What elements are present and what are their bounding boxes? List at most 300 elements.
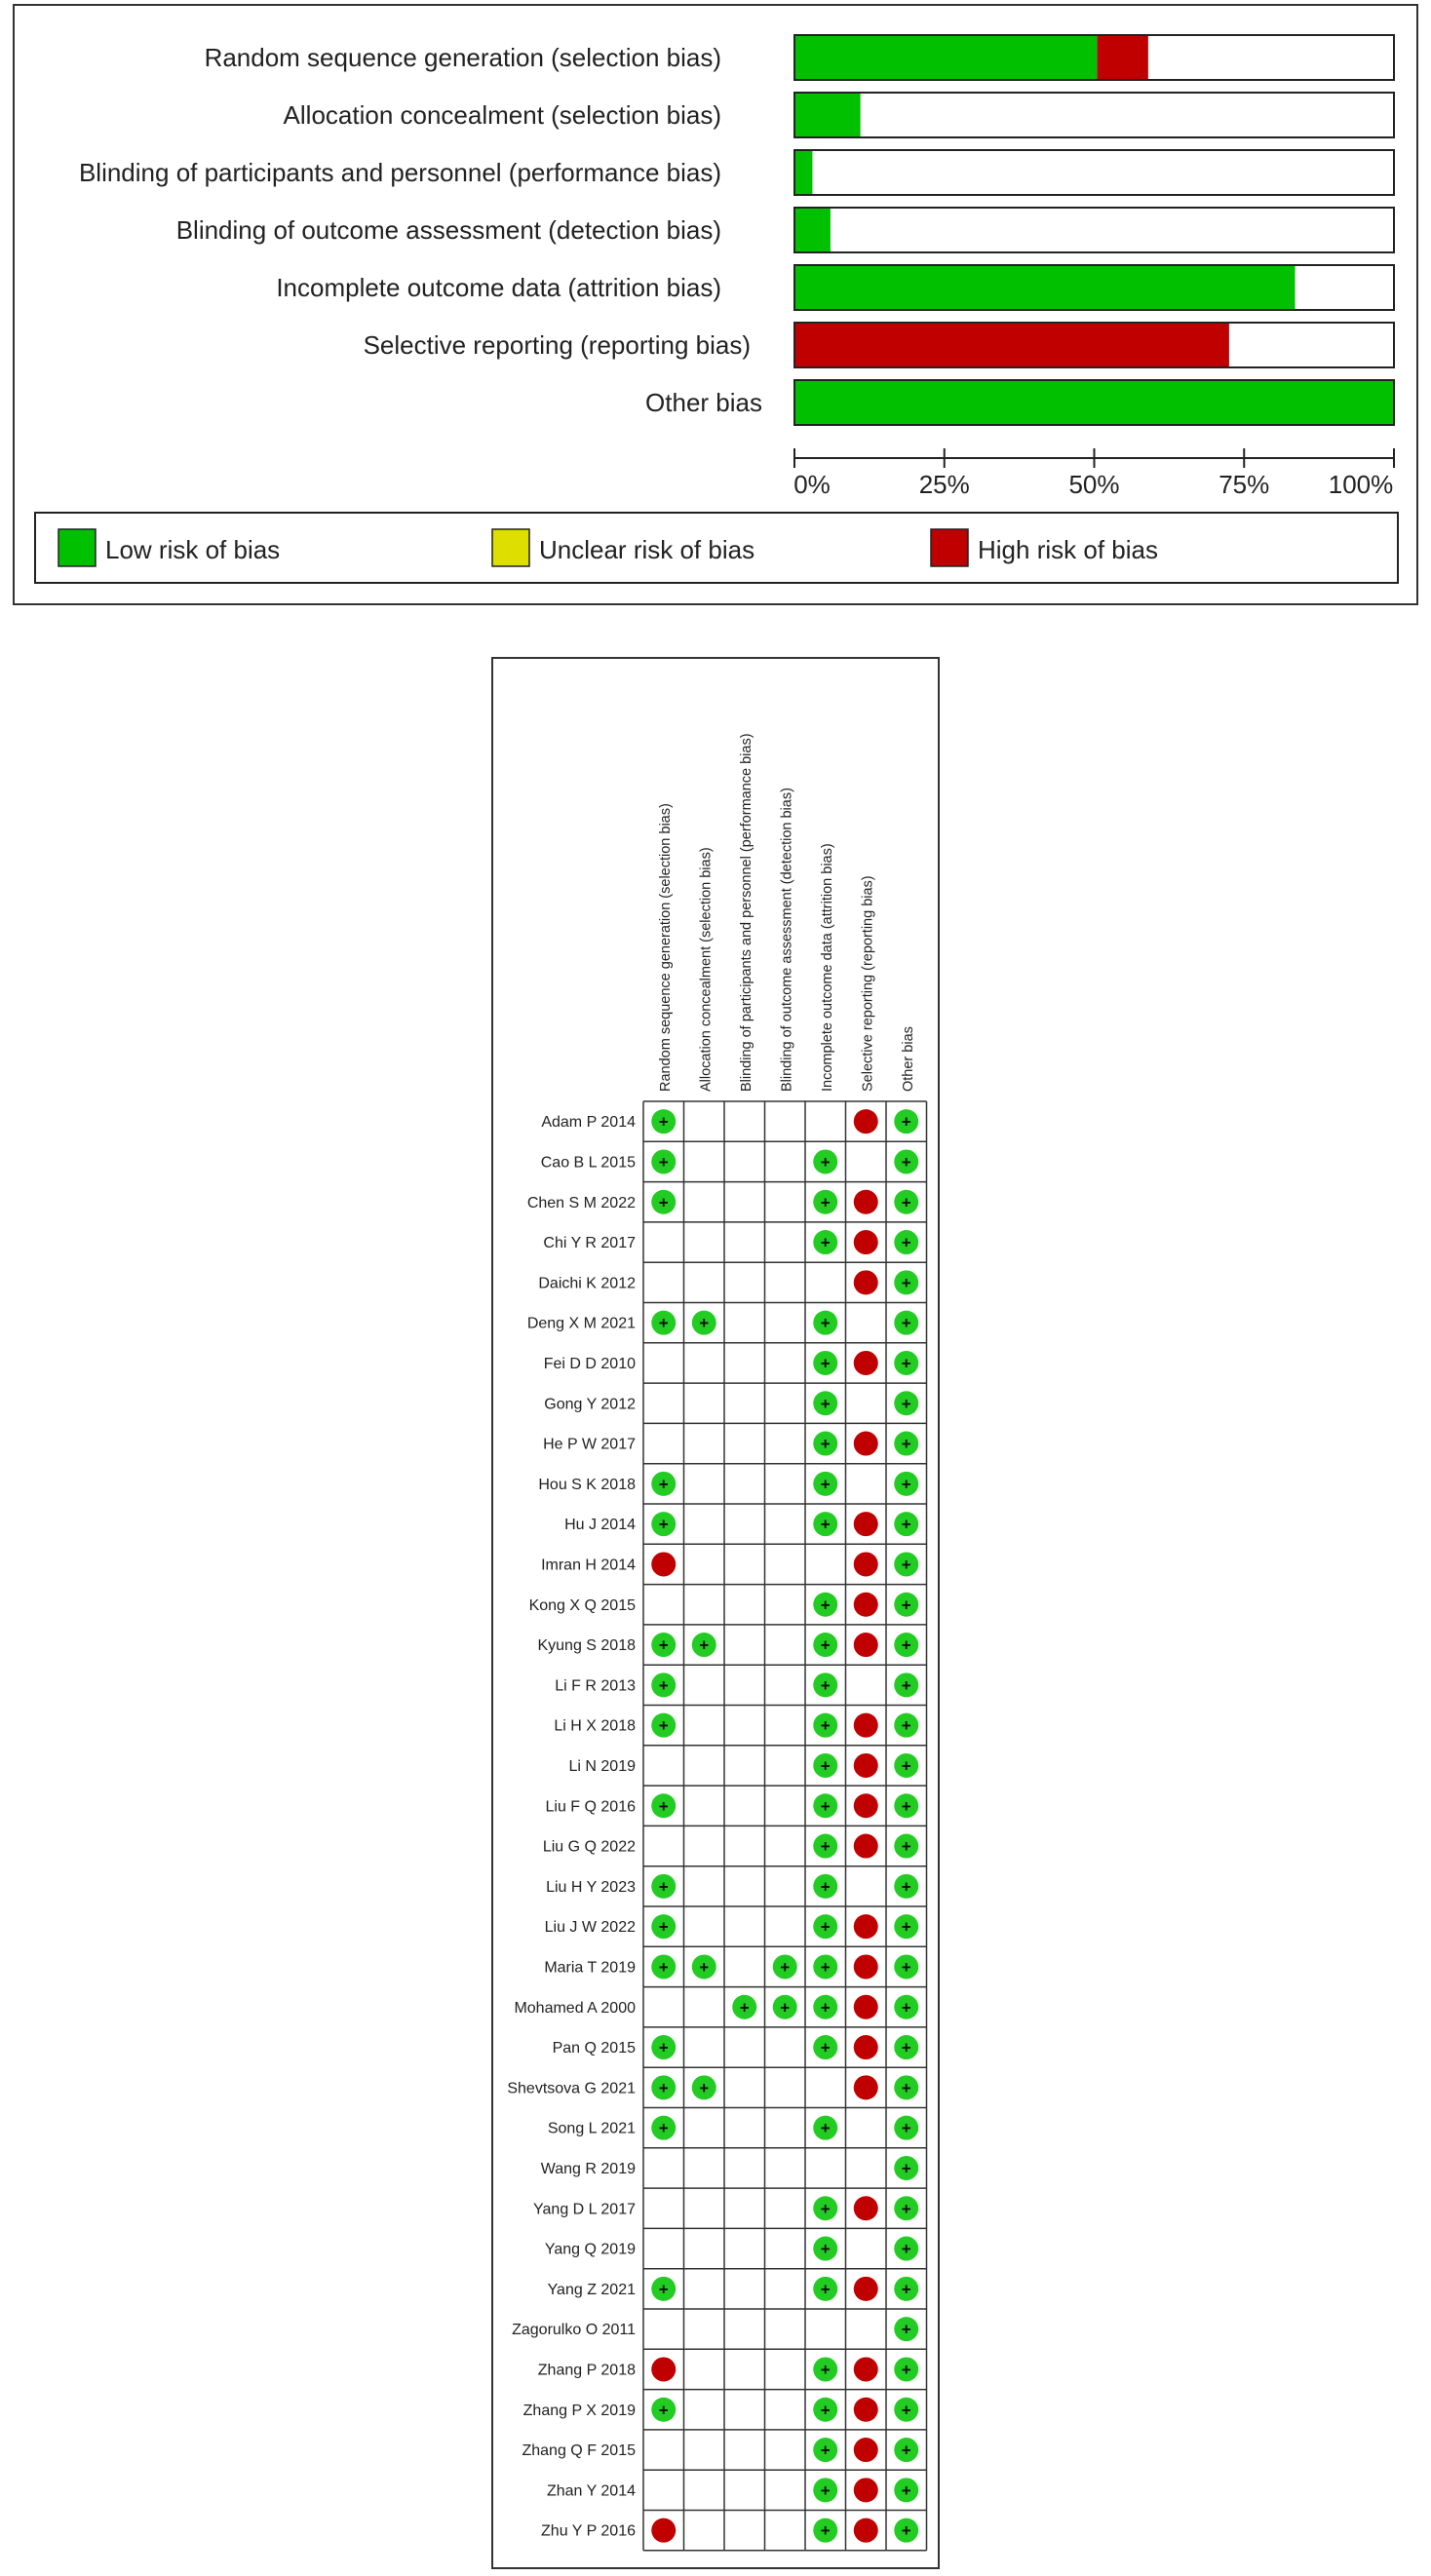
column-header-1: Allocation concealment (selection bias) (698, 847, 715, 1092)
rating-low-kong-x-q-2015-col4 (813, 1593, 837, 1617)
rating-low-li-h-x-2018-col6 (894, 1713, 918, 1738)
rating-circle (854, 1512, 878, 1536)
category-label-6: Other bias (645, 388, 762, 417)
rating-low-zhan-y-2014-col4 (813, 2478, 837, 2502)
rating-low-daichi-k-2012-col6 (894, 1270, 918, 1294)
rating-mark: + (820, 1756, 831, 1776)
rating-circle (854, 1593, 878, 1617)
rating-circle (854, 1351, 878, 1375)
rating-high-li-n-2019-col5 (854, 1753, 878, 1778)
study-label-zhang-p-x-2019: Zhang P X 2019 (522, 2402, 636, 2419)
rating-mark: + (820, 1596, 831, 1615)
bar-low-risk-of-bias-4 (794, 265, 1296, 310)
rating-mark: + (901, 1152, 911, 1172)
study-label-zagorulko-o-2011: Zagorulko O 2011 (512, 2322, 636, 2339)
rating-low-yang-z-2021-col4 (813, 2277, 837, 2301)
rating-low-mohamed-a-2000-col3 (773, 1995, 797, 2019)
rating-mark: + (901, 1314, 911, 1333)
rating-mark: + (901, 2199, 911, 2218)
rating-low-adam-p-2014-col6 (894, 1109, 918, 1134)
risk-of-bias-graph (0, 0, 1431, 614)
study-label-hu-j-2014: Hu J 2014 (564, 1517, 636, 1534)
rating-mark: + (820, 1354, 831, 1373)
rating-low-li-f-r-2013-col6 (894, 1672, 918, 1697)
rating-low-yang-z-2021-col0 (651, 2277, 676, 2301)
column-header-3: Blinding of outcome assessment (detection bias) (779, 788, 795, 1092)
study-label-chen-s-m-2022: Chen S M 2022 (526, 1194, 636, 1211)
rating-mark: + (820, 1716, 831, 1736)
rating-mark: + (820, 2401, 831, 2420)
study-label-hou-s-k-2018: Hou S K 2018 (538, 1476, 636, 1493)
study-label-yang-q-2019: Yang Q 2019 (544, 2241, 636, 2258)
rating-mark: + (901, 1635, 911, 1655)
rating-low-cao-b-l-2015-col0 (651, 1149, 676, 1173)
rating-low-shevtsova-g-2021-col0 (651, 2075, 676, 2099)
study-label-song-l-2021: Song L 2021 (547, 2120, 636, 2137)
rating-low-mohamed-a-2000-col2 (732, 1995, 756, 2019)
rating-high-fei-d-d-2010-col5 (854, 1351, 878, 1375)
x-tick-label-4: 100% (1328, 470, 1394, 499)
rating-low-li-f-r-2013-col4 (813, 1672, 837, 1697)
rating-circle (854, 1190, 878, 1214)
rating-low-wang-r-2019-col6 (894, 2156, 918, 2180)
rating-high-liu-j-w-2022-col5 (854, 1914, 878, 1939)
column-header-5: Selective reporting (reporting bias) (860, 875, 876, 1092)
rating-mark: + (820, 1152, 831, 1172)
study-label-li-n-2019: Li N 2019 (568, 1757, 636, 1775)
rating-circle (854, 1633, 878, 1657)
rating-low-liu-j-w-2022-col6 (894, 1914, 918, 1939)
study-label-gong-y-2012: Gong Y 2012 (544, 1396, 636, 1413)
rating-mark: + (658, 2401, 669, 2420)
study-label-yang-d-l-2017: Yang D L 2017 (533, 2201, 636, 2218)
rating-mark: + (901, 1435, 911, 1454)
study-label-he-p-w-2017: He P W 2017 (543, 1436, 636, 1453)
rating-mark: + (820, 2119, 831, 2138)
rating-low-mohamed-a-2000-col4 (813, 1995, 837, 2019)
rating-mark: + (901, 2240, 911, 2259)
rating-low-hu-j-2014-col6 (894, 1512, 918, 1536)
column-header-2: Blinding of participants and personnel (performance bias) (738, 733, 754, 1092)
rating-circle (854, 1230, 878, 1254)
rating-circle (651, 1552, 676, 1576)
study-label-fei-d-d-2010: Fei D D 2010 (543, 1355, 636, 1372)
legend-label-high-risk-of-bias: High risk of bias (978, 535, 1158, 564)
rating-circle (651, 2357, 676, 2381)
rating-low-deng-x-m-2021-col6 (894, 1311, 918, 1335)
rating-mark: + (820, 1675, 831, 1695)
rating-low-song-l-2021-col0 (651, 2116, 676, 2140)
rating-mark: + (901, 1756, 911, 1776)
rating-high-zhan-y-2014-col5 (854, 2478, 878, 2502)
rating-mark: + (739, 1998, 750, 2018)
rating-low-yang-q-2019-col4 (813, 2237, 837, 2261)
rating-high-zhu-y-p-2016-col5 (854, 2518, 878, 2543)
rating-low-zhang-p-2018-col4 (813, 2357, 837, 2381)
rating-mark: + (658, 2280, 669, 2299)
study-label-zhang-q-f-2015: Zhang Q F 2015 (522, 2442, 636, 2460)
study-label-li-h-x-2018: Li H X 2018 (554, 1717, 636, 1735)
study-label-shevtsova-g-2021: Shevtsova G 2021 (507, 2080, 636, 2097)
study-label-zhang-p-2018: Zhang P 2018 (537, 2362, 636, 2379)
study-label-zhu-y-p-2016: Zhu Y P 2016 (541, 2522, 636, 2540)
rating-mark: + (901, 2280, 911, 2299)
rating-mark: + (901, 1716, 911, 1736)
rating-circle (854, 1432, 878, 1456)
column-header-6: Other bias (900, 1026, 916, 1092)
rating-circle (854, 2035, 878, 2059)
rating-low-li-n-2019-col4 (813, 1753, 837, 1778)
rating-mark: + (901, 1837, 911, 1857)
rating-circle (854, 2478, 878, 2502)
rating-high-zhang-p-x-2019-col5 (854, 2398, 878, 2422)
rating-low-liu-g-q-2022-col4 (813, 1834, 837, 1859)
bar-low-risk-of-bias-0 (794, 35, 1098, 80)
rating-mark: + (820, 2240, 831, 2259)
rating-low-mohamed-a-2000-col6 (894, 1995, 918, 2019)
rating-high-shevtsova-g-2021-col5 (854, 2075, 878, 2099)
rating-high-zhang-p-2018-col0 (651, 2357, 676, 2381)
rating-mark: + (820, 1193, 831, 1212)
rating-mark: + (901, 2038, 911, 2057)
rating-low-maria-t-2019-col3 (773, 1954, 797, 1979)
rating-low-kyung-s-2018-col0 (651, 1633, 676, 1657)
rating-high-li-h-x-2018-col5 (854, 1713, 878, 1738)
rating-low-maria-t-2019-col1 (692, 1954, 716, 1979)
study-label-liu-g-q-2022: Liu G Q 2022 (542, 1838, 636, 1856)
rating-low-pan-q-2015-col4 (813, 2035, 837, 2059)
rating-circle (854, 1552, 878, 1576)
rating-low-zagorulko-o-2011-col6 (894, 2317, 918, 2341)
rating-low-hou-s-k-2018-col6 (894, 1472, 918, 1496)
rating-low-maria-t-2019-col0 (651, 1954, 676, 1979)
rating-mark: + (901, 1596, 911, 1615)
rating-mark: + (901, 2480, 911, 2500)
rating-low-adam-p-2014-col0 (651, 1109, 676, 1134)
rating-circle (854, 2075, 878, 2099)
rating-low-chen-s-m-2022-col6 (894, 1190, 918, 1214)
rating-mark: + (901, 2119, 911, 2138)
study-label-deng-x-m-2021: Deng X M 2021 (526, 1315, 636, 1332)
rating-mark: + (658, 1917, 669, 1937)
risk-of-bias-summary (0, 643, 1431, 2573)
rating-mark: + (820, 1475, 831, 1494)
bar-low-risk-of-bias-3 (794, 208, 831, 252)
study-label-kyung-s-2018: Kyung S 2018 (537, 1637, 636, 1655)
rating-mark: + (780, 1998, 791, 2018)
bar-high-risk-of-bias-5 (794, 323, 1229, 367)
rating-mark: + (901, 1394, 911, 1413)
rating-mark: + (820, 1314, 831, 1333)
rating-circle (854, 1954, 878, 1979)
rating-mark: + (780, 1957, 791, 1977)
rating-mark: + (901, 1354, 911, 1373)
rating-mark: + (901, 1193, 911, 1212)
rating-low-pan-q-2015-col0 (651, 2035, 676, 2059)
legend-label-unclear-risk-of-bias: Unclear risk of bias (539, 535, 755, 564)
rating-low-kyung-s-2018-col4 (813, 1633, 837, 1657)
rating-low-li-h-x-2018-col4 (813, 1713, 837, 1738)
rating-circle (854, 2398, 878, 2422)
rating-low-zhan-y-2014-col6 (894, 2478, 918, 2502)
rating-high-maria-t-2019-col5 (854, 1954, 878, 1979)
rating-mark: + (699, 1635, 710, 1655)
rating-mark: + (820, 2038, 831, 2057)
study-label-cao-b-l-2015: Cao B L 2015 (540, 1154, 636, 1172)
rating-circle (854, 1834, 878, 1859)
rating-high-yang-d-l-2017-col5 (854, 2196, 878, 2220)
rating-circle (854, 2196, 878, 2220)
bar-high-risk-of-bias-0 (1098, 35, 1148, 80)
rating-high-imran-h-2014-col5 (854, 1552, 878, 1576)
x-tick-label-1: 25% (918, 470, 970, 499)
rating-low-gong-y-2012-col4 (813, 1391, 837, 1415)
rating-circle (854, 2518, 878, 2543)
study-label-liu-h-y-2023: Liu H Y 2023 (546, 1878, 636, 1896)
rating-mark: + (901, 1675, 911, 1695)
rating-high-zhang-q-f-2015-col5 (854, 2438, 878, 2462)
rating-low-liu-f-q-2016-col4 (813, 1793, 837, 1818)
study-label-kong-x-q-2015: Kong X Q 2015 (528, 1596, 636, 1614)
rating-low-pan-q-2015-col6 (894, 2035, 918, 2059)
rating-mark: + (658, 1475, 669, 1494)
rating-low-liu-h-y-2023-col6 (894, 1874, 918, 1899)
rating-mark: + (901, 1796, 911, 1816)
rating-mark: + (901, 1273, 911, 1292)
rating-mark: + (658, 1957, 669, 1977)
study-label-zhan-y-2014: Zhan Y 2014 (546, 2482, 636, 2500)
legend-swatch-unclear-risk-of-bias (492, 529, 529, 566)
rating-low-zhang-q-f-2015-col6 (894, 2438, 918, 2462)
rating-low-hou-s-k-2018-col0 (651, 1472, 676, 1496)
rating-low-zhang-q-f-2015-col4 (813, 2438, 837, 2462)
study-label-daichi-k-2012: Daichi K 2012 (538, 1275, 636, 1292)
rating-mark: + (820, 1917, 831, 1937)
rating-circle (854, 1109, 878, 1134)
study-label-adam-p-2014: Adam P 2014 (541, 1114, 636, 1132)
rating-low-kong-x-q-2015-col6 (894, 1593, 918, 1617)
rating-mark: + (658, 1314, 669, 1333)
rating-circle (651, 2518, 676, 2543)
rating-mark: + (658, 1193, 669, 1212)
rating-circle (854, 1793, 878, 1818)
rating-mark: + (699, 2078, 710, 2097)
rating-high-kyung-s-2018-col5 (854, 1633, 878, 1657)
rating-low-he-p-w-2017-col6 (894, 1432, 918, 1456)
rating-low-zhu-y-p-2016-col6 (894, 2518, 918, 2543)
rating-mark: + (658, 2078, 669, 2097)
rating-high-chi-y-r-2017-col5 (854, 1230, 878, 1254)
rating-mark: + (820, 1877, 831, 1897)
category-label-0: Random sequence generation (selection bias) (204, 43, 721, 72)
rating-mark: + (820, 2360, 831, 2379)
rating-mark: + (901, 1555, 911, 1574)
rating-low-liu-f-q-2016-col6 (894, 1793, 918, 1818)
rating-mark: + (901, 1877, 911, 1897)
rating-mark: + (820, 2199, 831, 2218)
study-label-liu-f-q-2016: Liu F Q 2016 (545, 1798, 636, 1816)
x-tick-label-3: 75% (1218, 470, 1270, 499)
rating-low-deng-x-m-2021-col1 (692, 1311, 716, 1335)
rating-mark: + (820, 2521, 831, 2541)
rating-low-li-h-x-2018-col0 (651, 1713, 676, 1738)
rating-low-gong-y-2012-col6 (894, 1391, 918, 1415)
rating-mark: + (901, 1475, 911, 1494)
rating-circle (854, 1713, 878, 1738)
rating-mark: + (658, 1716, 669, 1736)
category-label-1: Allocation concealment (selection bias) (283, 100, 721, 130)
rating-mark: + (658, 1112, 669, 1132)
rating-high-yang-z-2021-col5 (854, 2277, 878, 2301)
rating-low-yang-z-2021-col6 (894, 2277, 918, 2301)
rating-low-cao-b-l-2015-col4 (813, 1149, 837, 1173)
legend-swatch-high-risk-of-bias (931, 529, 968, 566)
rating-high-chen-s-m-2022-col5 (854, 1190, 878, 1214)
rating-low-zhu-y-p-2016-col4 (813, 2518, 837, 2543)
rating-mark: + (901, 2401, 911, 2420)
rating-high-mohamed-a-2000-col5 (854, 1995, 878, 2019)
rating-low-liu-f-q-2016-col0 (651, 1793, 676, 1818)
rating-high-kong-x-q-2015-col5 (854, 1593, 878, 1617)
rating-mark: + (820, 1957, 831, 1977)
rating-mark: + (820, 1635, 831, 1655)
rating-low-yang-d-l-2017-col6 (894, 2196, 918, 2220)
rating-mark: + (658, 1877, 669, 1897)
category-label-3: Blinding of outcome assessment (detection bias) (175, 215, 721, 245)
x-tick-label-2: 50% (1068, 470, 1120, 499)
category-label-4: Incomplete outcome data (attrition bias) (276, 273, 721, 302)
rating-low-fei-d-d-2010-col6 (894, 1351, 918, 1375)
rating-mark: + (658, 1515, 669, 1534)
rating-low-maria-t-2019-col6 (894, 1954, 918, 1979)
category-label-2: Blinding of participants and personnel (performance bias) (78, 158, 721, 187)
x-tick-label-0: 0% (793, 470, 831, 499)
rating-mark: + (901, 2078, 911, 2097)
rating-low-kyung-s-2018-col1 (692, 1633, 716, 1657)
rating-mark: + (820, 1796, 831, 1816)
rating-mark: + (820, 2480, 831, 2500)
rating-circle (854, 2277, 878, 2301)
rating-low-he-p-w-2017-col4 (813, 1432, 837, 1456)
rating-low-yang-q-2019-col6 (894, 2237, 918, 2261)
rating-low-chen-s-m-2022-col4 (813, 1190, 837, 1214)
rating-mark: + (901, 1998, 911, 2018)
rating-mark: + (820, 1233, 831, 1252)
column-header-0: Random sequence generation (selection bias) (657, 803, 674, 1092)
rating-high-zhu-y-p-2016-col0 (651, 2518, 676, 2543)
rating-high-hu-j-2014-col5 (854, 1512, 878, 1536)
rating-low-kyung-s-2018-col6 (894, 1633, 918, 1657)
rating-low-zhang-p-2018-col6 (894, 2357, 918, 2381)
rating-low-cao-b-l-2015-col6 (894, 1149, 918, 1173)
rating-low-chi-y-r-2017-col6 (894, 1230, 918, 1254)
rating-high-adam-p-2014-col5 (854, 1109, 878, 1134)
study-label-pan-q-2015: Pan Q 2015 (552, 2040, 636, 2057)
rating-low-chen-s-m-2022-col0 (651, 1190, 676, 1214)
rating-high-imran-h-2014-col0 (651, 1552, 676, 1576)
rating-low-li-f-r-2013-col0 (651, 1672, 676, 1697)
rating-mark: + (901, 2320, 911, 2339)
study-label-mohamed-a-2000: Mohamed A 2000 (514, 1999, 636, 2017)
rating-high-liu-f-q-2016-col5 (854, 1793, 878, 1818)
rating-high-daichi-k-2012-col5 (854, 1270, 878, 1294)
category-label-5: Selective reporting (reporting bias) (363, 330, 751, 360)
study-label-maria-t-2019: Maria T 2019 (544, 1959, 636, 1977)
rating-low-imran-h-2014-col6 (894, 1552, 918, 1576)
rating-low-liu-j-w-2022-col4 (813, 1914, 837, 1939)
rating-low-zhang-p-x-2019-col6 (894, 2398, 918, 2422)
study-label-chi-y-r-2017: Chi Y R 2017 (543, 1235, 636, 1252)
rating-mark: + (658, 1796, 669, 1816)
rating-low-maria-t-2019-col4 (813, 1954, 837, 1979)
rating-mark: + (658, 2038, 669, 2057)
rating-low-deng-x-m-2021-col4 (813, 1311, 837, 1335)
bar-low-risk-of-bias-1 (794, 93, 861, 137)
rating-circle (854, 2357, 878, 2381)
column-header-4: Incomplete outcome data (attrition bias) (819, 843, 835, 1092)
rating-mark: + (820, 1394, 831, 1413)
rating-mark: + (820, 1998, 831, 2018)
rating-low-zhang-p-x-2019-col0 (651, 2398, 676, 2422)
rating-mark: + (901, 1233, 911, 1252)
rating-low-shevtsova-g-2021-col6 (894, 2075, 918, 2099)
bar-low-risk-of-bias-6 (794, 380, 1394, 425)
rating-low-liu-j-w-2022-col0 (651, 1914, 676, 1939)
rating-circle (854, 1995, 878, 2019)
rating-mark: + (820, 1837, 831, 1857)
rating-low-song-l-2021-col6 (894, 2116, 918, 2140)
rating-low-liu-h-y-2023-col0 (651, 1874, 676, 1899)
rating-high-liu-g-q-2022-col5 (854, 1834, 878, 1859)
rating-mark: + (699, 1957, 710, 1977)
rating-low-shevtsova-g-2021-col1 (692, 2075, 716, 2099)
rating-mark: + (901, 1917, 911, 1937)
legend-swatch-low-risk-of-bias (58, 529, 96, 566)
legend-label-low-risk-of-bias: Low risk of bias (105, 535, 281, 564)
rating-mark: + (901, 2360, 911, 2379)
rating-circle (854, 2438, 878, 2462)
rating-mark: + (820, 2441, 831, 2460)
rating-mark: + (658, 1635, 669, 1655)
bar-low-risk-of-bias-2 (794, 150, 812, 195)
rating-low-liu-h-y-2023-col4 (813, 1874, 837, 1899)
rating-mark: + (901, 1957, 911, 1977)
rating-low-song-l-2021-col4 (813, 2116, 837, 2140)
rating-mark: + (658, 1675, 669, 1695)
study-label-yang-z-2021: Yang Z 2021 (547, 2281, 636, 2298)
rating-low-yang-d-l-2017-col4 (813, 2196, 837, 2220)
rating-low-li-n-2019-col6 (894, 1753, 918, 1778)
rating-low-zhang-p-x-2019-col4 (813, 2398, 837, 2422)
study-label-imran-h-2014: Imran H 2014 (541, 1557, 636, 1574)
rating-mark: + (901, 1112, 911, 1132)
rating-high-he-p-w-2017-col5 (854, 1432, 878, 1456)
rating-mark: + (658, 2119, 669, 2138)
rating-low-hou-s-k-2018-col4 (813, 1472, 837, 1496)
rating-mark: + (901, 2441, 911, 2460)
rating-low-deng-x-m-2021-col0 (651, 1311, 676, 1335)
rating-mark: + (901, 2159, 911, 2178)
study-label-li-f-r-2013: Li F R 2013 (555, 1677, 636, 1695)
rating-mark: + (820, 1435, 831, 1454)
rating-circle (854, 1753, 878, 1778)
rating-low-hu-j-2014-col0 (651, 1512, 676, 1536)
rating-circle (854, 1270, 878, 1294)
study-label-wang-r-2019: Wang R 2019 (540, 2160, 636, 2177)
rating-mark: + (901, 2521, 911, 2541)
rating-high-zhang-p-2018-col5 (854, 2357, 878, 2381)
rating-low-hu-j-2014-col4 (813, 1512, 837, 1536)
